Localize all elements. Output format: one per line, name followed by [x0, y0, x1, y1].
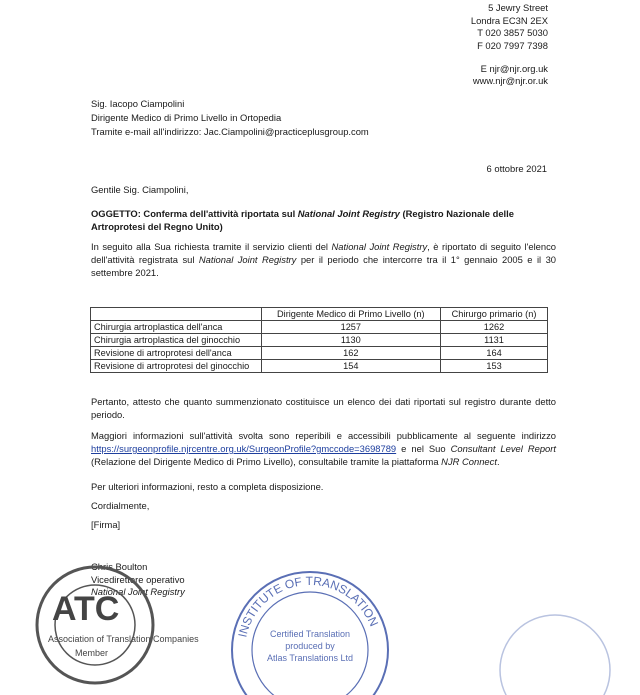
info-paragraph [91, 429, 556, 468]
row-value-consultant: 1130 [261, 334, 441, 347]
row-value-primary: 1131 [441, 334, 548, 347]
row-label: Revisione di artroprotesi dell'anca [91, 347, 262, 360]
table-row [91, 360, 548, 373]
iti-stamp [225, 565, 395, 695]
table-header-consultant: Dirigente Medico di Primo Livello (n) [261, 308, 441, 321]
row-label: Revisione di artroprotesi del ginocchio [91, 360, 262, 373]
partial-stamp [495, 600, 615, 680]
report-name: Consultant Level Report [450, 443, 556, 454]
info-text: e nel Suo [396, 443, 451, 454]
signature-placeholder: [Firma] [91, 519, 121, 530]
table-header-primary: Chirurgo primario (n) [441, 308, 548, 321]
recipient-role: Dirigente Medico di Primo Livello in Ortopedia [91, 112, 282, 123]
table-row [91, 334, 548, 347]
iti-stamp-line2: produced by [285, 641, 335, 651]
row-value-primary: 153 [441, 360, 548, 373]
sender-phone: T 020 3857 5030 [477, 27, 548, 38]
closing: Cordialmente, [91, 500, 150, 511]
iti-stamp-arc-label: INSTITUTE OF TRANSLATION [235, 573, 382, 639]
letter-date: 6 ottobre 2021 [486, 163, 547, 174]
intro-paragraph [91, 240, 556, 279]
info-text: . [496, 456, 500, 467]
iti-stamp-line1: Certified Translation [269, 629, 351, 639]
subject-line [91, 207, 556, 233]
row-value-consultant: 154 [261, 360, 441, 373]
table-row [91, 321, 548, 334]
subject-registry: National Joint Registry [297, 208, 400, 219]
table-row [91, 347, 548, 360]
row-value-consultant: 162 [261, 347, 441, 360]
sender-website: www.njr@njr.or.uk [472, 75, 548, 86]
row-label: Chirurgia artroplastica del ginocchio [91, 334, 262, 347]
intro-text: , è riportato di seguito l'elenco dell'attività registrata sul [91, 241, 556, 265]
table-header-row [91, 308, 548, 321]
recipient-email-line: Tramite e-mail all'indirizzo: Jac.Ciampolini@practiceplusgroup.com [91, 126, 369, 137]
info-text: Maggiori informazioni sull'attività svolta sono reperibili e accessibili pubblicamente al seguente indirizzo [91, 430, 556, 441]
platform-name: NJR Connect [441, 456, 497, 467]
intro-registry: National Joint Registry [198, 254, 297, 265]
surgeon-profile-link[interactable]: https://surgeonprofile.njrcentre.org.uk/SurgeonProfile?gmccode=3698789 [91, 443, 397, 454]
atc-stamp-caption: Association of Translation Companies [48, 634, 199, 644]
sender-address [348, 2, 548, 52]
atc-stamp-member: Member [75, 648, 109, 658]
recipient-block [91, 98, 511, 140]
row-value-primary: 164 [441, 347, 548, 360]
iti-stamp-line3: Atlas Translations Ltd [266, 653, 354, 663]
sender-address-line: Londra EC3N 2EX [470, 14, 548, 26]
signatory-name: Chris Boulton [91, 561, 148, 572]
info-text: (Relazione del Dirigente Medico di Primo Livello), consultabile tramite la piattaforma [91, 456, 442, 467]
sender-email: E njr@njr.org.uk [480, 63, 548, 74]
sender-address-line: 5 Jewry Street [488, 2, 548, 13]
recipient-name: Sig. Iacopo Ciampolini [91, 98, 185, 109]
row-label: Chirurgia artroplastica dell'anca [91, 321, 262, 334]
row-value-primary: 1262 [441, 321, 548, 334]
sender-contacts [348, 63, 548, 87]
partial-stamp-ring [500, 615, 610, 695]
atc-stamp [30, 560, 199, 690]
availability-paragraph: Per ulteriori informazioni, resto a completa disposizione. [91, 481, 324, 492]
activity-table [90, 307, 548, 373]
intro-text: per il periodo che intercorre tra il 1° gennaio 2005 e il 30 settembre 2021. [91, 254, 556, 278]
intro-text: In seguito alla Sua richiesta tramite il servizio clienti del [91, 241, 332, 252]
signatory-org-name: National Joint Registry [91, 586, 185, 597]
sender-fax: F 020 7997 7398 [477, 39, 548, 51]
subject-suffix: (Registro Nazionale delle Artroprotesi del Regno Unito) [91, 208, 514, 232]
attestation-paragraph: Pertanto, attesto che quanto summenzionato costituisce un elenco dei dati riportati sul registro durante detto periodo. [91, 396, 556, 420]
atc-stamp-logo: ATC [52, 590, 120, 628]
row-value-consultant: 1257 [261, 321, 441, 334]
greeting: Gentile Sig. Ciampolini, [91, 184, 189, 195]
subject-prefix: OGGETTO: Conferma dell'attività riportata sul [91, 208, 298, 219]
signatory-role: Vicedirettore operativo [91, 573, 185, 585]
table-header-empty [91, 308, 262, 321]
intro-registry: National Joint Registry [331, 241, 428, 252]
